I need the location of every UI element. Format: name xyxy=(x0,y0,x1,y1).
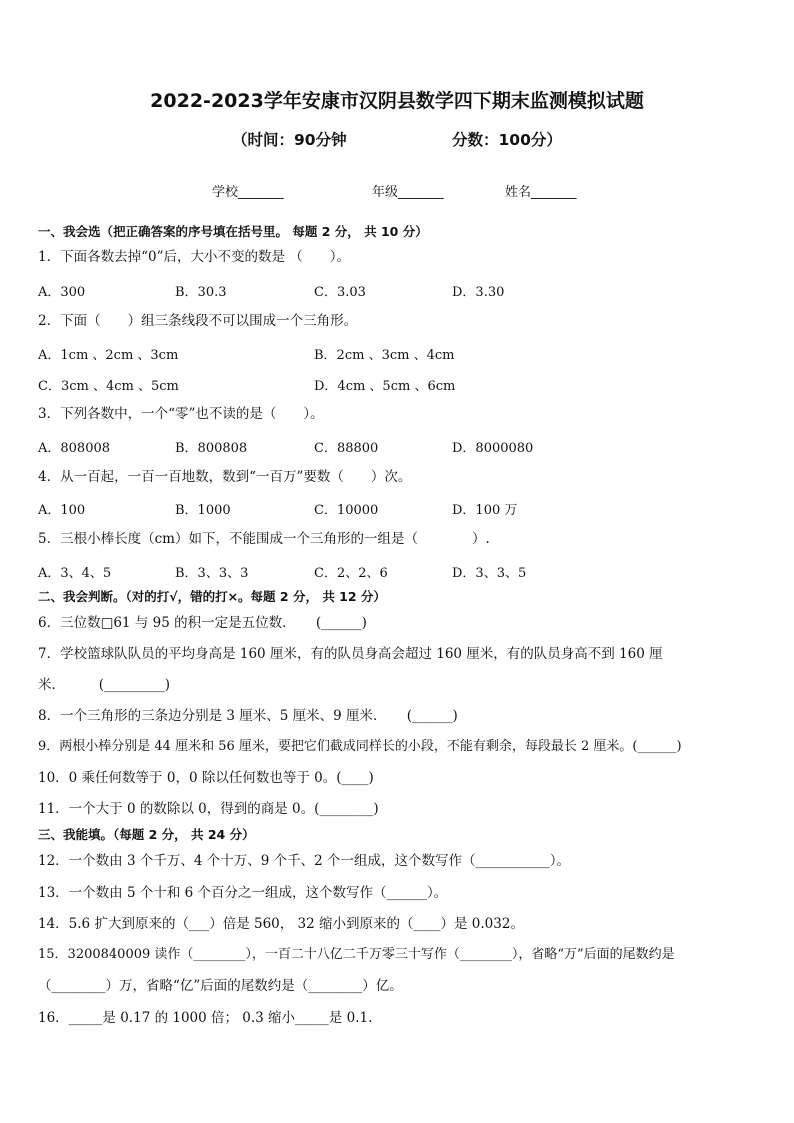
q2-option-c: C．3cm 、4cm 、5cm xyxy=(38,379,179,394)
q1-option-c: C．3.03 xyxy=(314,285,366,300)
name-field: 姓名_______ xyxy=(505,185,577,200)
question-8: 8．一个三角形的三条边分别是 3 厘米、5 厘米、9 厘米． (______) xyxy=(38,708,458,724)
question-11: 11．一个大于 0 的数除以 0，得到的商是 0。(________) xyxy=(38,801,379,817)
question-1: 1．下面各数去掉“0”后，大小不变的数是 （ ）。 xyxy=(38,249,351,265)
question-9: 9．两根小棒分别是 44 厘米和 56 厘米，要把它们截成同样长的小段，不能有剩余，每段最长 2 厘米。(______) xyxy=(38,739,682,754)
exam-score: 分数：100分） xyxy=(452,131,562,149)
section-3-heading: 三、我能填。（每题 2 分， 共 24 分） xyxy=(38,827,255,842)
q5-option-d: D．3、3、5 xyxy=(452,566,527,581)
q4-option-c: C．10000 xyxy=(314,503,379,518)
question-10: 10．0 乘任何数等于 0，0 除以任何数也等于 0。(____) xyxy=(38,770,374,786)
q1-option-b: B．30.3 xyxy=(175,285,227,300)
q3-option-b: B．800808 xyxy=(175,441,248,456)
q4-option-b: B．1000 xyxy=(175,503,231,518)
exam-time: （时间：90分钟 xyxy=(232,131,347,149)
question-12: 12．一个数由 3 个千万、4 个十万、9 个千、2 个一组成，这个数写作（___________）。 xyxy=(38,853,570,869)
section-1-heading: 一、我会选（把正确答案的序号填在括号里。 每题 2 分， 共 10 分） xyxy=(38,224,428,239)
question-7-line-2: 米． (_________) xyxy=(38,677,171,693)
question-15-line-1: 15．3200840009 读作（________），一百二十八亿二千万零三十写作（________），省略“万”后面的尾数约是 xyxy=(38,947,675,962)
q5-option-a: A．3、4、5 xyxy=(38,566,112,581)
q2-option-d: D．4cm 、5cm 、6cm xyxy=(314,379,456,394)
q5-option-c: C．2、2、6 xyxy=(314,566,388,581)
exam-title: 2022-2023学年安康市汉阴县数学四下期末监测模拟试题 xyxy=(150,90,644,112)
q2-option-a: A．1cm 、2cm 、3cm xyxy=(38,348,179,363)
school-field: 学校_______ xyxy=(212,185,284,200)
question-15-line-2: （________）万，省略“亿”后面的尾数约是（________）亿。 xyxy=(38,978,403,994)
question-3: 3．下列各数中，一个“零”也不读的是（ ）。 xyxy=(38,406,324,422)
q5-option-b: B．3、3、3 xyxy=(175,566,249,581)
grade-field: 年级_______ xyxy=(372,185,444,200)
section-2-heading: 二、我会判断。（对的打√，错的打×。每题 2 分， 共 12 分） xyxy=(38,589,386,604)
q1-option-a: A．300 xyxy=(38,285,86,300)
q3-option-c: C．88800 xyxy=(314,441,379,456)
q4-option-a: A．100 xyxy=(38,503,86,518)
question-7-line-1: 7．学校篮球队队员的平均身高是 160 厘米，有的队员身高会超过 160 厘米，有的队员身高不到 160 厘 xyxy=(38,646,663,662)
question-6: 6．三位数□61 与 95 的积一定是五位数． (______) xyxy=(38,615,367,631)
question-4: 4．从一百起，一百一百地数，数到“一百万”要数（ ）次。 xyxy=(38,469,412,485)
q2-option-b: B．2cm 、3cm 、4cm xyxy=(314,348,455,363)
q3-option-a: A．808008 xyxy=(38,441,111,456)
q3-option-d: D．8000080 xyxy=(452,441,534,456)
question-13: 13．一个数由 5 个十和 6 个百分之一组成，这个数写作（______）。 xyxy=(38,885,448,901)
question-16: 16．_____是 0.17 的 1000 倍； 0.3 缩小_____是 0.1. xyxy=(38,1010,373,1026)
q1-option-d: D．3.30 xyxy=(452,285,505,300)
question-5: 5．三根小棒长度（cm）如下，不能围成一个三角形的一组是（ ）. xyxy=(38,531,490,547)
question-2: 2．下面（ ）组三条线段不可以围成一个三角形。 xyxy=(38,313,358,329)
question-14: 14．5.6 扩大到原来的（___）倍是 560， 32 缩小到原来的（____）是 0.032。 xyxy=(38,916,524,932)
q4-option-d: D．100 万 xyxy=(452,503,518,518)
